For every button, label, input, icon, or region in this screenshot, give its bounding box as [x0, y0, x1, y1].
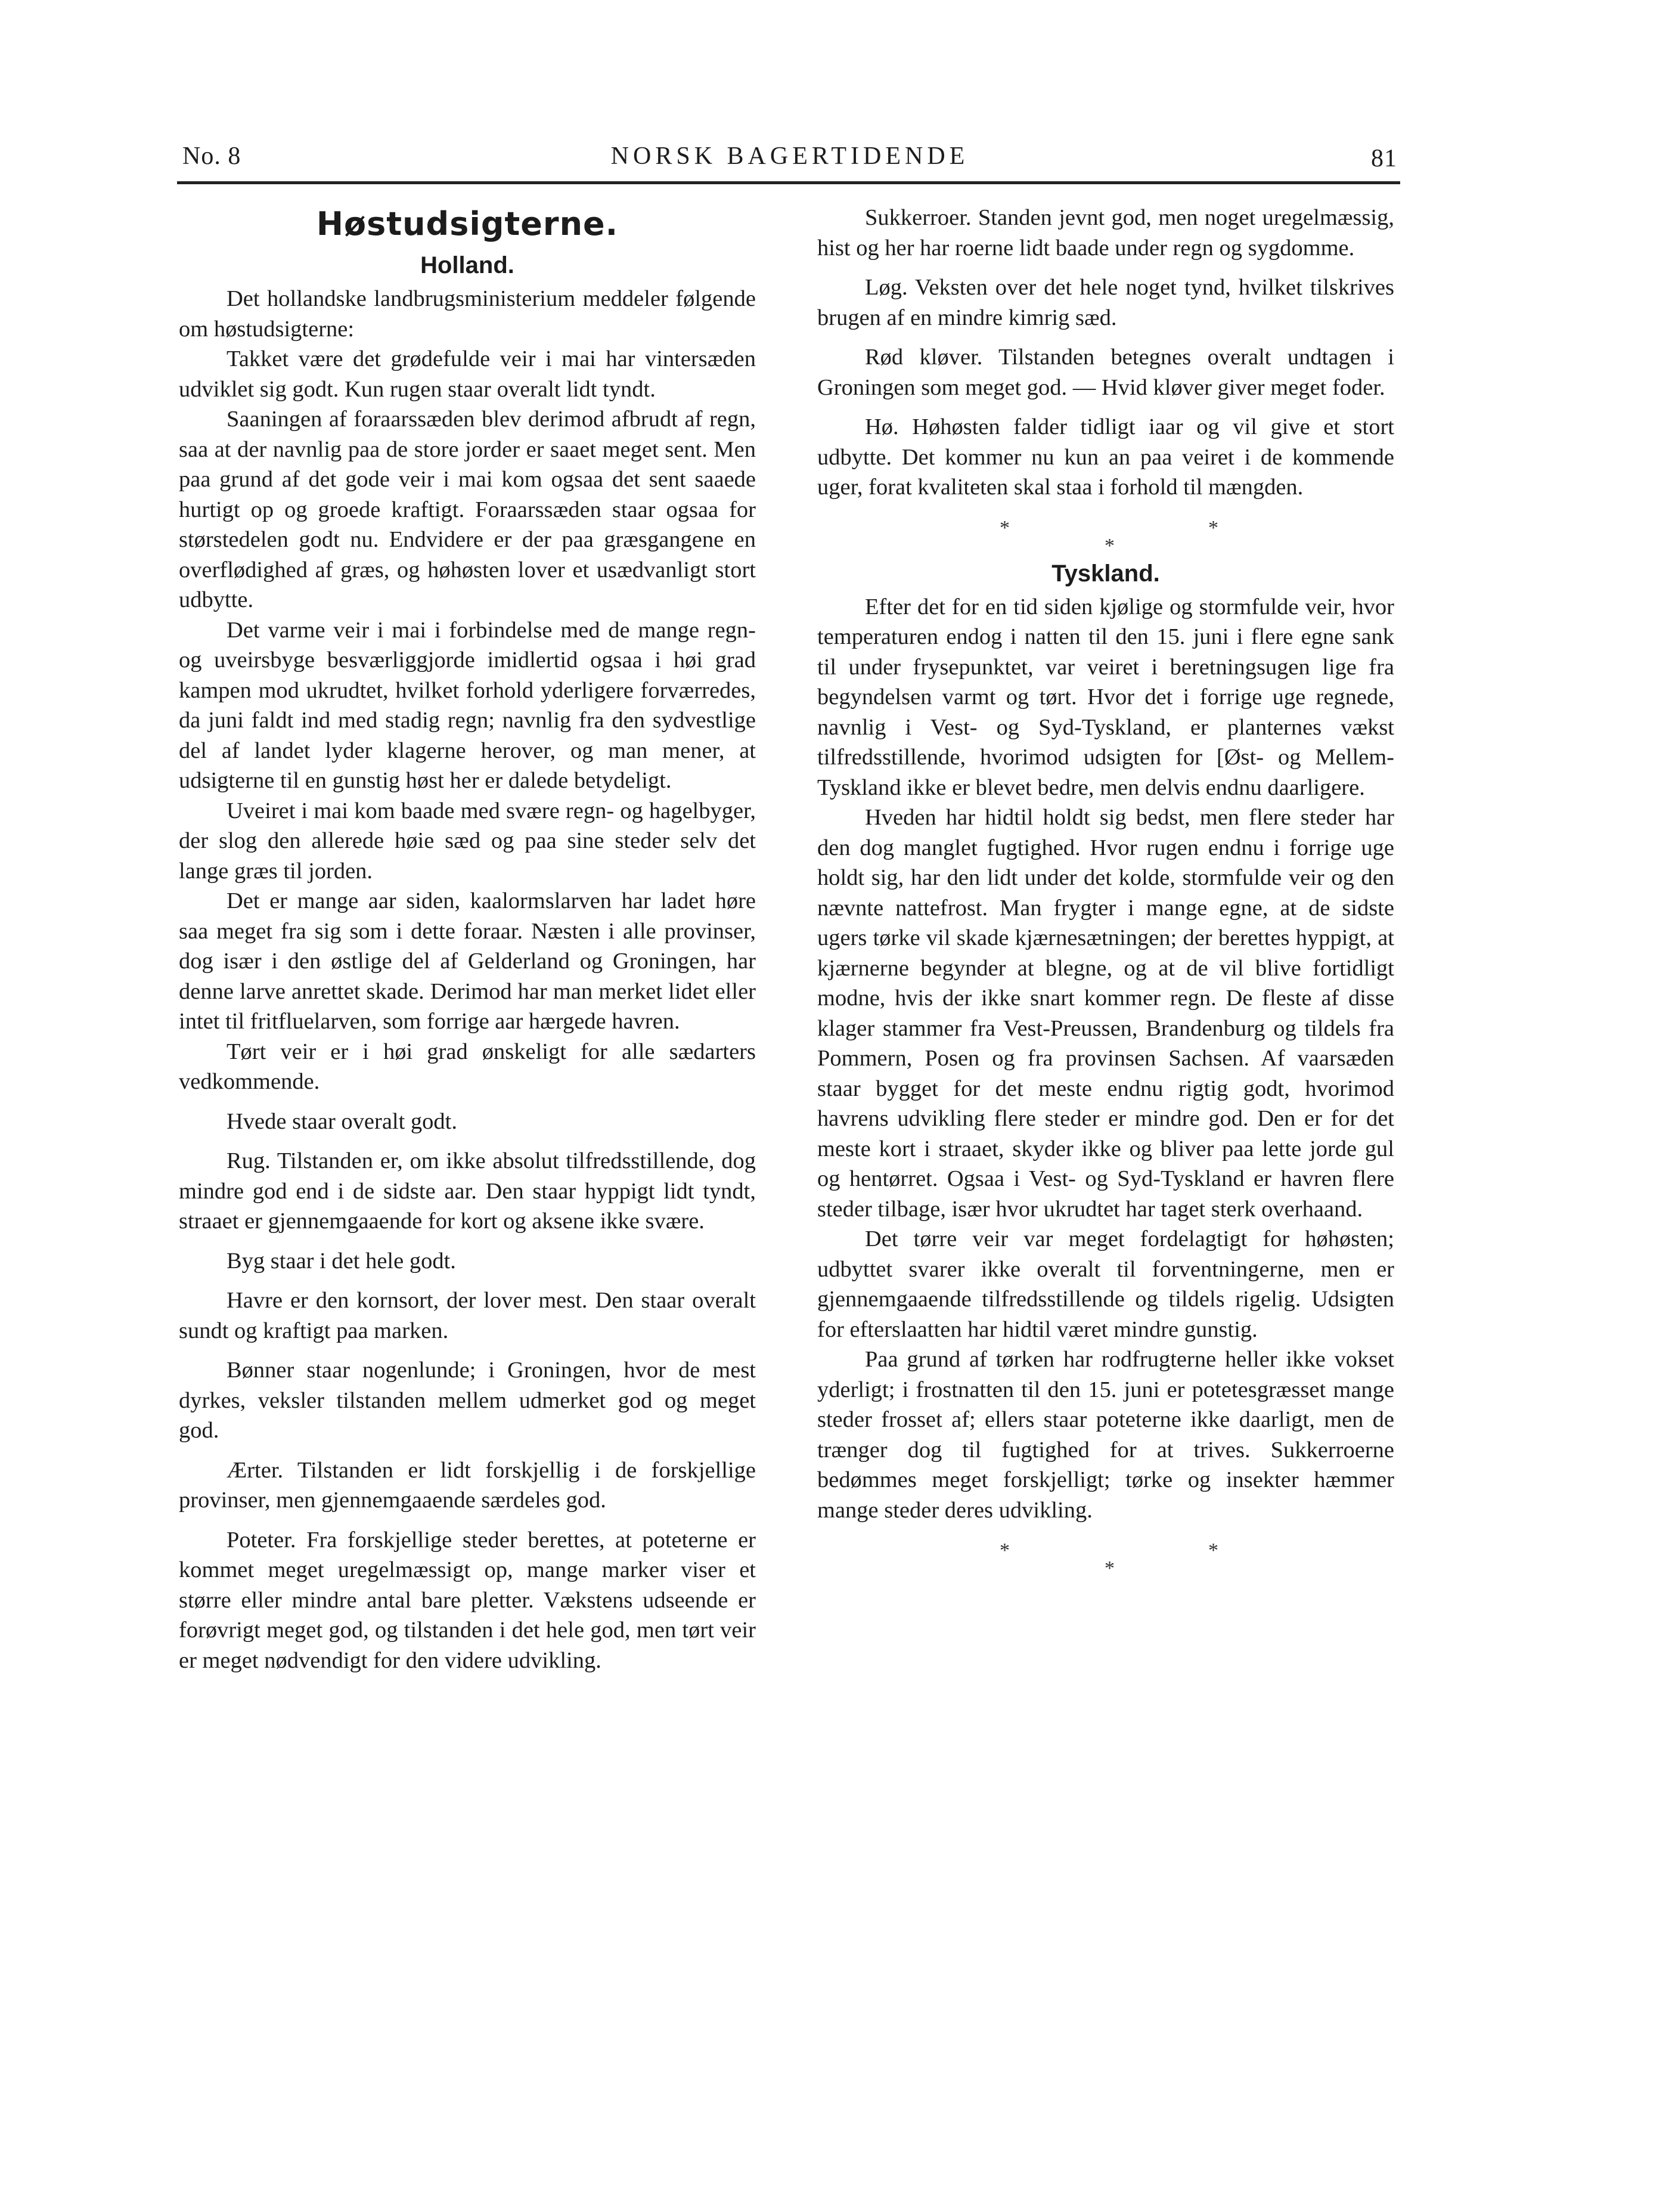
running-header: [179, 136, 1401, 178]
asterisk: *: [1208, 1539, 1218, 1562]
paragraph: Rød kløver. Tilstanden betegnes overalt undtagen i Groningen som meget god. — Hvid kløver giver meget foder.: [817, 345, 1394, 400]
paragraph: Det hollandske landbrugsministerium meddeler følgende om høstudsigterne:: [179, 286, 756, 342]
paragraph: Det tørre veir var meget fordelagtigt for høhøsten; udbyttet svarer ikke overalt til forventningerne, men er gjennemgaaende tilfredsstillende og tildels rigelig. Udsigten for efterslaatten har hidtil været mindre gunstig.: [817, 1226, 1394, 1342]
paragraph: Takket være det grødefulde veir i mai har vintersæden udviklet sig godt. Kun rugen staar overalt lidt tyndt.: [179, 346, 756, 402]
paragraph: Hvede staar overalt godt.: [227, 1108, 457, 1134]
paragraph: Ærter. Tilstanden er lidt forskjellig i de forskjellige provinser, men gjennemgaaende særdeles god.: [179, 1457, 756, 1513]
paragraph: Det er mange aar siden, kaalormslarven har ladet høre saa meget fra sig som i dette foraar. Næsten i alle provinser, dog især i den østlige del af Gelderland og Groningen, har denne larve anrettet skade. Derimod har man merket lidet eller intet til fritfluelarven, som forrige aar hærgede havren.: [179, 888, 756, 1034]
paragraph: Bønner staar nogenlunde; i Groningen, hvor de mest dyrkes, veksler tilstanden mellem udmerket god og meget god.: [179, 1358, 756, 1443]
section-heading-holland: Holland.: [420, 252, 514, 278]
asterisk: *: [1105, 1557, 1115, 1579]
right-column: [817, 203, 1394, 1579]
paragraph: Poteter. Fra forskjellige steder berettes, at poteterne er kommet meget uregelmæssigt op, mange marker viser et større eller mindre antal bare pletter. Vækstens udseende er forøvrigt meget god, og tilstanden i det hele god, men tørt veir er meget nødvendigt for den videre udvikling.: [179, 1527, 756, 1673]
section-divider: [817, 503, 1394, 556]
paragraph: Sukkerroer. Standen jevnt god, men noget uregelmæssig, hist og her har roerne lidt baade under regn og sygdomme.: [817, 205, 1394, 261]
paragraph: Uveiret i mai kom baade med svære regn- og hagelbyger, der slog den allerede høie sæd og paa sine steder selv det lange græs til jorden.: [179, 798, 756, 884]
paragraph: Hveden har hidtil holdt sig bedst, men flere steder har den dog manglet fugtighed. Hvor rugen endnu i forrige uge holdt sig, har den lidt under det kolde, stormfulde veir og den nævnte nattefrost. Man frygter i mange egne, at de sidste ugers tørke vil skade kjærnesætningen; der berettes hyppigt, at kjærnerne begynder at blegne, og at de vil blive fortidligt modne, hvis der ikke snart kommer regn. De fleste af disse klager stammer fra Vest-Preussen, Brandenburg og tildels fra Pommern, Posen og fra provinsen Sachsen. Af vaarsæden staar bygget for det meste endnu rigtig godt, hvorimod havrens udvikling flere steder er mindre god. Den er for det meste kort i straaet, skyder ikke og bliver paa lette jorde gul og hentørret. Ogsaa i Vest- og Syd-Tyskland er havren flere steder tilbage, især hvor ukrudtet har taget sterk overhaand.: [817, 805, 1394, 1222]
section-heading-tyskland: Tyskland.: [1051, 560, 1160, 587]
left-column: [179, 203, 756, 1675]
paragraph: Paa grund af tørken har rodfrugterne heller ikke vokset yderligt; i frostnatten til den 15. juni er potetesgræsset mange steder frosset af; ellers staar poteterne ikke daarligt, men de trænger dog til fugtighed for at trives. Sukkerroerne bedømmes meget forskjelligt; tørke og insekter hæmmer mange steder deres udvikling.: [817, 1347, 1394, 1523]
paragraph: Havre er den kornsort, der lover mest. Den staar overalt sundt og kraftigt paa marken.: [179, 1288, 756, 1343]
page-number: 81: [1371, 145, 1397, 172]
paragraph: Efter det for en tid siden kjølige og stormfulde veir, hvor temperaturen endog i natten til den 15. juni i flere egne sank til under frysepunktet, var veiret i beretningsugen lige fra begyndelsen varmt og tørt. Hvor det i forrige uge regnede, navnlig i Vest- og Syd-Tyskland, er planternes vækst tilfredsstillende, hvorimod udsigten for [Øst- og Mellem-Tyskland ikke er blevet bedre, men delvis endnu daarligere.: [817, 594, 1394, 800]
paragraph: Byg staar i det hele godt.: [227, 1248, 456, 1274]
paragraph: Tørt veir er i høi grad ønskeligt for alle sædarters vedkommende.: [179, 1039, 756, 1094]
journal-title: NORSK BAGERTIDENDE: [610, 142, 969, 170]
paragraph: Rug. Tilstanden er, om ikke absolut tilfredsstillende, dog mindre god end i de sidste aar. Den staar hyppigt lidt tyndt, straaet er gjennemgaaende for kort og aksene ikke svære.: [179, 1148, 756, 1234]
paragraph: Løg. Veksten over det hele noget tynd, hvilket tilskrives brugen af en mindre kimrig sæd.: [817, 275, 1394, 330]
paragraph: Saaningen af foraarssæden blev derimod afbrudt af regn, saa at der navnlig paa de store jorder er saaet meget sent. Men paa grund af det gode veir i mai kom ogsaa det sent saaede hurtigt op og groede kraftigt. Foraarssæden staar ogsaa for størstedelen godt nu. Endvidere er der paa græsgangene en overflødighed af græs, og høhøsten lover et usædvanligt stort udbytte.: [179, 407, 756, 612]
paragraph: Det varme veir i mai i forbindelse med de mange regn- og uveirsbyge besværliggjorde imidlertid ogsaa i høi grad kampen mod ukrudtet, hvilket forhold yderligere forværredes, da juni faldt ind med stadig regn; navnlig fra den sydvestlige del af landet lyder klagerne herover, og man mener, at udsigterne til en gunstig høst her er dalede betydeligt.: [179, 617, 756, 793]
paragraph: Hø. Høhøsten falder tidligt iaar og vil give et stort udbytte. Det kommer nu kun an paa veiret i de kommende uger, forat kvaliteten skal staa i forhold til mængden.: [817, 414, 1394, 500]
asterisk: *: [1105, 534, 1115, 557]
end-divider: [817, 1525, 1394, 1579]
article-title: Høstudsigterne.: [316, 205, 619, 243]
asterisk: *: [1000, 516, 1010, 539]
header-rule: [177, 181, 1400, 184]
asterisk: *: [1000, 1539, 1010, 1562]
issue-number: No. 8: [182, 142, 241, 170]
asterisk: *: [1208, 516, 1218, 539]
